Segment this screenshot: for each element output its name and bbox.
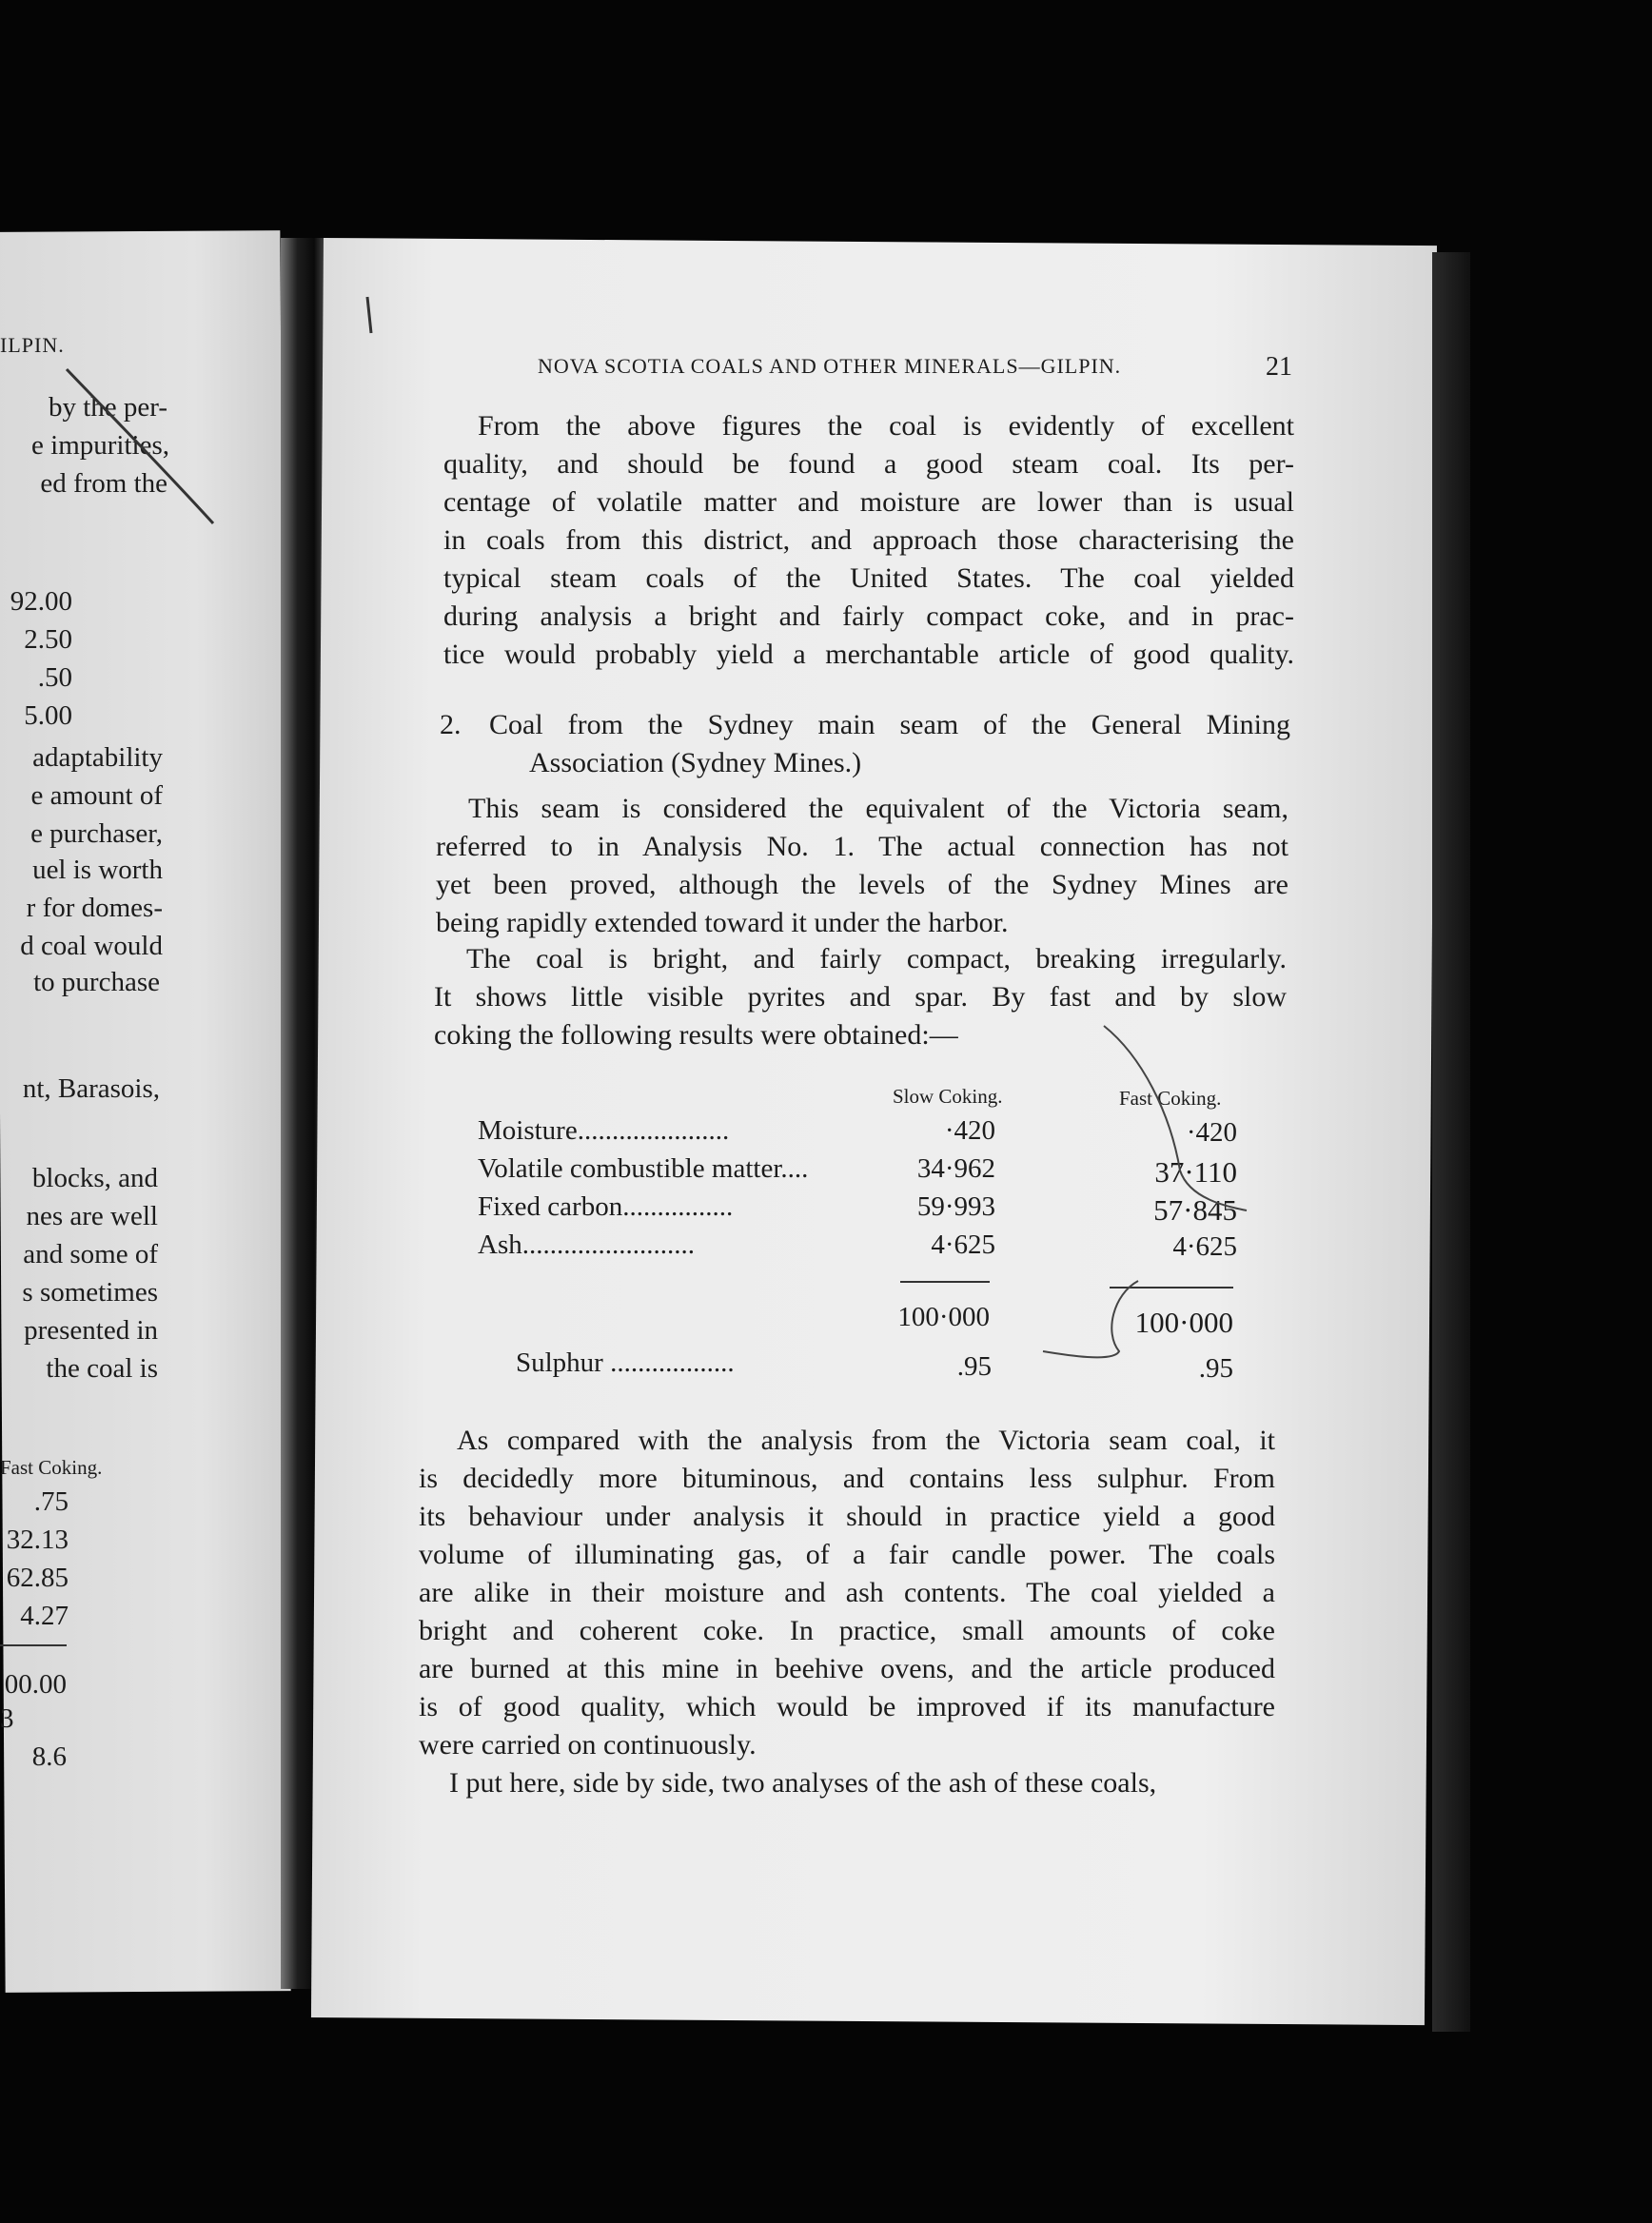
left-text-line: uel is worth <box>32 855 163 885</box>
left-value: 4.27 <box>20 1601 69 1631</box>
section-heading-line: Association (Sydney Mines.) <box>529 747 862 778</box>
left-text-line: d coal would <box>20 931 163 961</box>
page-number: 21 <box>1266 352 1292 382</box>
left-text-line: blocks, and <box>31 1163 158 1193</box>
sulphur-label: Sulphur .................. <box>516 1348 735 1378</box>
table-cell-fast: 4·625 <box>1172 1231 1237 1262</box>
left-number: 5.00 <box>24 700 72 731</box>
paragraph-line: were carried on continuously. <box>419 1729 757 1761</box>
left-text-line: r for domes- <box>26 893 163 923</box>
paragraph-5: I put here, side by side, two analyses of the ash of these coals, <box>449 1767 1157 1799</box>
table-total-slow: 100·000 <box>897 1302 990 1332</box>
paragraph-4 <box>419 1422 1275 1764</box>
table-cell-slow: 59·993 <box>916 1191 995 1222</box>
paragraph-line: during analysis a bright and fairly compact coke, and in prac- <box>443 600 1294 632</box>
left-number: 2.50 <box>24 624 72 655</box>
paragraph-line: are alike in their moisture and ash contents. The coal yielded a <box>419 1577 1275 1608</box>
paragraph-line: in coals from this district, and approach those characterising the <box>443 524 1294 556</box>
column-header-slow-coking: Slow Coking. <box>893 1085 1003 1108</box>
table-cell-slow: 34·962 <box>916 1153 995 1184</box>
running-header: NOVA SCOTIA COALS AND OTHER MINERALS—GILPIN. <box>538 354 1122 378</box>
left-text-line: s sometimes <box>22 1277 158 1308</box>
left-fragment: 3 <box>0 1703 14 1734</box>
left-text-line: by the per- <box>48 392 167 423</box>
left-sulphur-value: 8.6 <box>31 1741 67 1772</box>
table-cell-slow: ·420 <box>944 1115 995 1146</box>
table-cell-fast: ·420 <box>1186 1117 1237 1148</box>
table-total-fast: 100·000 <box>1134 1306 1233 1339</box>
left-number: 92.00 <box>10 586 72 617</box>
paragraph-line: is decidedly more bituminous, and contains less sulphur. From <box>419 1463 1275 1494</box>
paragraph-line: tice would probably yield a merchantable article of good quality. <box>443 639 1294 670</box>
left-value: 32.13 <box>6 1525 69 1555</box>
left-text-line: ed from the <box>40 468 167 499</box>
paragraph-line: being rapidly extended toward it under the harbor. <box>436 907 1009 938</box>
left-text-line: e impurities, <box>31 430 169 461</box>
paragraph-line: volume of illuminating gas, of a fair candle power. The coals <box>419 1539 1275 1570</box>
table-row-label: Fixed carbon................ <box>478 1191 734 1222</box>
paragraph-line: its behaviour under analysis it should in practice yield a good <box>419 1501 1275 1532</box>
left-text-line: to purchase <box>33 967 160 997</box>
paragraph-line: quality, and should be found a good steam coal. Its per- <box>443 448 1294 480</box>
left-text-line: e purchaser, <box>30 818 163 849</box>
table-row-label: Volatile combustible matter.... <box>478 1153 809 1184</box>
table-cell-fast: 57·845 <box>1153 1193 1237 1227</box>
paragraph-line: coking the following results were obtained:— <box>434 1019 958 1051</box>
column-header-fast-coking: Fast Coking. <box>1119 1087 1222 1110</box>
left-text-line: nes are well <box>26 1201 158 1231</box>
left-text-line: nt, Barasois, <box>22 1073 160 1104</box>
paragraph-line: From the above figures the coal is evidently of excellent <box>478 410 1294 442</box>
left-text-line: the coal is <box>46 1353 158 1384</box>
left-text-line: e amount of <box>30 780 163 811</box>
pencil-stroke <box>367 297 371 333</box>
paragraph-line: As compared with the analysis from the Victoria seam coal, it <box>457 1425 1275 1456</box>
table-row-label: Moisture...................... <box>478 1115 730 1146</box>
paragraph-line: The coal is bright, and fairly compact, breaking irregularly. <box>466 943 1287 974</box>
pencil-stroke <box>1104 1026 1247 1210</box>
table-cell-slow: 4·625 <box>931 1230 995 1260</box>
paragraph-line: bright and coherent coke. In practice, small amounts of coke <box>419 1615 1275 1646</box>
paragraph-line: centage of volatile matter and moisture are lower than is usual <box>443 486 1294 518</box>
table-row-label: Ash......................... <box>478 1230 695 1260</box>
left-column-header: Fast Coking. <box>0 1456 103 1479</box>
sulphur-fast: .95 <box>1198 1353 1233 1384</box>
paragraph-line: typical steam coals of the United States. The coal yielded <box>443 562 1294 594</box>
left-running-header: ILPIN. <box>0 333 65 357</box>
paragraph-line: yet been proved, although the levels of the Sydney Mines are <box>436 869 1288 900</box>
paragraph-line: It shows little visible pyrites and spar. By fast and by slow <box>434 981 1287 1013</box>
left-total: 00.00 <box>4 1669 67 1700</box>
section-heading-line: Coal from the Sydney main seam of the General Mining <box>489 709 1290 740</box>
paragraph-line: are burned at this mine in beehive ovens, and the article produced <box>419 1653 1275 1684</box>
left-number: .50 <box>37 662 72 693</box>
sulphur-slow: .95 <box>956 1351 992 1382</box>
left-value: 62.85 <box>6 1563 69 1593</box>
left-value: .75 <box>33 1486 69 1517</box>
section-number: 2. <box>440 709 462 740</box>
paragraph-line: referred to in Analysis No. 1. The actual connection has not <box>436 831 1288 862</box>
pencil-stroke <box>1043 1281 1138 1357</box>
pencil-stroke <box>67 369 213 523</box>
table-cell-fast: 37·110 <box>1154 1155 1237 1189</box>
paragraph-line: is of good quality, which would be improved if its manufacture <box>419 1691 1275 1722</box>
left-text-line: presented in <box>24 1315 158 1346</box>
left-text-line: and some of <box>23 1239 158 1269</box>
left-text-line: adaptability <box>32 742 163 773</box>
paragraph-line: This seam is considered the equivalent of the Victoria seam, <box>468 793 1288 824</box>
